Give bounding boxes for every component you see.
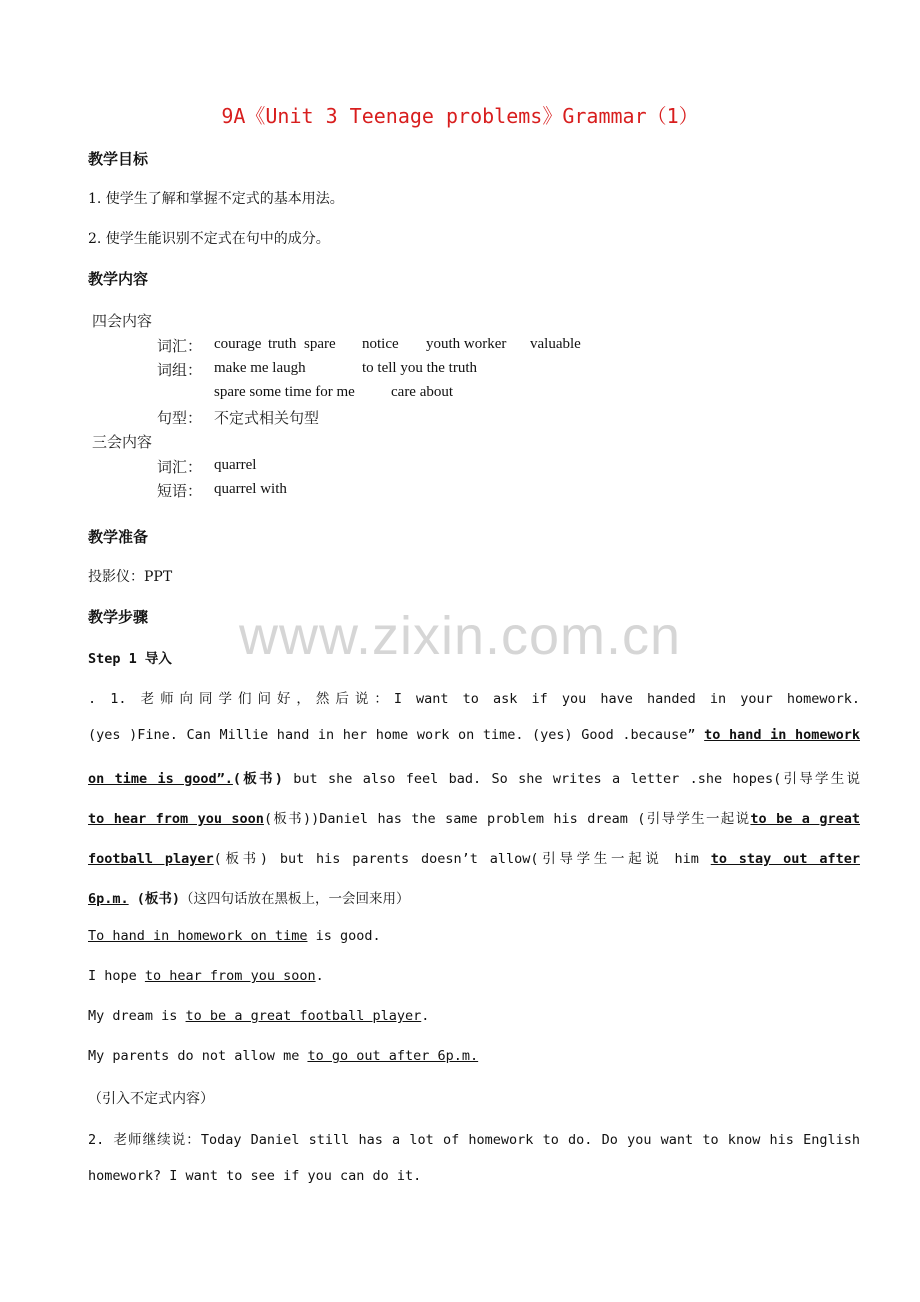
vocab-word: notice bbox=[362, 336, 399, 352]
vocab-word: spare bbox=[304, 336, 336, 352]
phrase: quarrel with bbox=[214, 481, 287, 497]
four-level-label: 四会内容 bbox=[92, 313, 153, 330]
phrase-label: 词组： bbox=[157, 362, 203, 379]
phrase: make me laugh bbox=[214, 360, 306, 376]
example-sentence: My parents do not allow me to go out after 6p.m. bbox=[88, 1048, 479, 1064]
objective-item: 1. 使学生了解和掌握不定式的基本用法。 bbox=[88, 191, 344, 207]
vocab-word: valuable bbox=[530, 336, 581, 352]
content-heading: 教学内容 bbox=[88, 270, 149, 288]
vocab-word: truth bbox=[268, 336, 297, 352]
page-title: 9A《Unit 3 Teenage problems》Grammar（1） bbox=[221, 104, 699, 128]
note-text: （引入不定式内容） bbox=[88, 1091, 214, 1107]
paragraph-line: 6p.m. (板书)（这四句话放在黑板上，一会回来用） bbox=[88, 891, 410, 907]
prep-heading: 教学准备 bbox=[88, 528, 149, 546]
pattern-text: 不定式相关句型 bbox=[214, 410, 320, 427]
paragraph-line: football player(板书) but his parents doesn’t allow(引导学生一起说 him to stay out after bbox=[88, 851, 860, 867]
paragraph-line: to hear from you soon(板书))Daniel has the same problem his dream (引导学生一起说to be a great bbox=[88, 811, 860, 827]
vocab-word: courage bbox=[214, 336, 262, 352]
example-sentence: To hand in homework on time is good. bbox=[88, 928, 381, 944]
example-sentence: My dream is to be a great football player. bbox=[88, 1008, 430, 1024]
step1-title: Step 1 导入 bbox=[88, 651, 172, 667]
objectives-heading: 教学目标 bbox=[88, 150, 149, 168]
three-level-label: 三会内容 bbox=[92, 434, 153, 451]
phrase: to tell you the truth bbox=[362, 360, 477, 376]
phrase-label: 短语： bbox=[157, 483, 203, 500]
phrase: spare some time for me bbox=[214, 384, 355, 400]
phrase: care about bbox=[391, 384, 454, 400]
objective-item: 2. 使学生能识别不定式在句中的成分。 bbox=[88, 231, 330, 247]
example-sentence: I hope to hear from you soon. bbox=[88, 968, 324, 984]
paragraph-line: 2. 老师继续说：Today Daniel still has a lot of homework to do. Do you want to know his English bbox=[88, 1132, 860, 1148]
paragraph-line: on time is good”.(板书) but she also feel bad. So she writes a letter .she hopes(引导学生说 bbox=[88, 771, 861, 787]
vocab-word: quarrel bbox=[214, 457, 257, 473]
watermark: www.zixin.com.cn bbox=[238, 606, 682, 666]
vocab-label: 词汇： bbox=[157, 459, 203, 476]
paragraph-line: homework? I want to see if you can do it. bbox=[88, 1168, 422, 1184]
pattern-label: 句型： bbox=[157, 410, 203, 427]
steps-heading: 教学步骤 bbox=[88, 608, 149, 626]
paragraph-line: . 1. 老师向同学们问好，然后说：I want to ask if you have handed in your homework. bbox=[88, 691, 860, 707]
paragraph-line: (yes )Fine. Can Millie hand in her home work on time. (yes) Good .because” to hand in homework bbox=[88, 727, 860, 743]
vocab-label: 词汇： bbox=[157, 338, 203, 355]
vocab-word: youth worker bbox=[426, 336, 507, 352]
prep-text: 投影仪：PPT bbox=[88, 569, 173, 585]
